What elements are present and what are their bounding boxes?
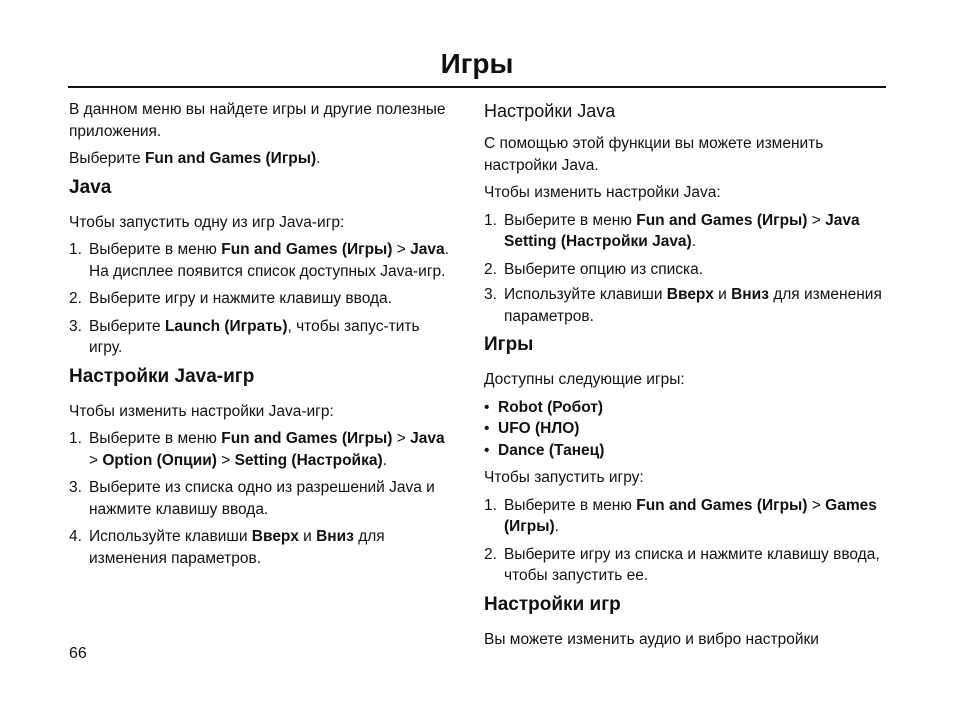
game-name: Robot (Робот) [498,398,604,416]
step-number: 1. [69,241,82,258]
text: . [554,518,559,535]
step-body [504,284,894,327]
step-body: Выберите игру и нажмите клавишу ввода. [89,290,392,307]
step-body [89,428,454,471]
section-heading-game-settings: Настройки игр [484,593,621,615]
games-list [484,397,894,462]
text: Используйте клавиши [89,528,252,545]
menu-path: Java [410,430,445,447]
step-number: 3. [69,479,82,496]
step-body [504,495,894,538]
left-column [69,99,454,575]
step-number: 2. [69,290,82,307]
key-name: Вверх [666,286,714,303]
step-body [89,239,454,282]
java-settings-step-1 [69,428,454,471]
java-step-3 [69,316,454,359]
intro-paragraph: В данном меню вы найдете игры и другие полезные приложения. [69,101,446,140]
page-title: Игры [440,48,514,79]
java-config-lead: Чтобы изменить настройки Java: [484,184,721,201]
section-heading-games: Игры [484,334,534,355]
games-step-1 [484,495,894,538]
text: Выберите в меню [504,496,637,514]
step-body [504,210,894,253]
text: и [713,286,732,303]
key-name: Вниз [731,286,769,303]
games-step-2 [484,544,894,587]
step-number: 1. [69,430,82,447]
menu-path: Java [410,241,445,258]
bullet-icon: • [484,398,490,416]
text: для изменения параметров. [89,528,385,567]
step-number: 2. [484,545,497,563]
java-config-step-2 [484,259,894,281]
text: > [392,430,411,447]
menu-path: Fun and Games (Игры) [636,211,808,229]
java-settings-step-4 [69,526,454,569]
title-divider [68,86,886,88]
menu-path: Fun and Games (Игры) [636,496,808,514]
right-column [484,99,894,656]
step-number: 1. [484,496,497,514]
menu-path: Games (Игры) [504,496,877,535]
step-body: Выберите из списка одно из разрешений Java и нажмите клавишу ввода. [89,479,435,518]
step-body [89,316,454,359]
menu-path: Java Setting (Настройки Java) [504,211,860,250]
text: . [382,451,387,469]
text: , чтобы запус-тить игру. [89,317,420,356]
step-note: На дисплее появится список доступных Java-игр. [89,262,446,280]
step-number: 4. [69,528,82,545]
java-settings-step-3 [69,477,454,520]
text: Выберите в меню [89,430,222,447]
text: . [316,150,321,167]
text: > [89,451,103,469]
menu-path: Launch (Играть) [164,317,288,335]
menu-path: Option (Опции) [102,451,217,469]
step-body: Выберите игру из списка и нажмите клавишу ввода, чтобы запустить ее. [504,545,880,584]
text: > [807,211,826,229]
key-name: Вверх [251,528,299,545]
java-config-paragraph: С помощью этой функции вы можете изменить настройки Java. [484,135,824,174]
text: Выберите в меню [504,211,637,229]
text: > [807,496,826,514]
step-body: Выберите опцию из списка. [504,260,704,278]
list-item [484,440,894,462]
menu-path: Fun and Games (Игры) [221,241,393,258]
text: > [216,451,235,469]
games-lead-2: Чтобы запустить игру: [484,469,644,486]
java-step-1 [69,239,454,282]
text: . [691,233,697,250]
text: Выберите в меню [89,241,222,258]
game-name: Dance (Танец) [498,441,605,459]
text: Выберите [69,150,145,167]
text: Выберите [89,317,165,335]
step-number: 3. [484,286,497,303]
games-lead: Доступны следующие игры: [484,371,685,388]
text: для изменения параметров. [504,286,882,325]
text: Используйте клавиши [504,286,667,303]
section-heading-java-config: Настройки Java [484,101,616,121]
intro-select-paragraph [69,148,454,170]
text: > [392,241,411,258]
section-heading-java-settings: Настройки Java-игр [69,365,255,387]
menu-path: Fun and Games (Игры) [221,430,393,447]
list-item [484,397,894,419]
java-config-step-3 [484,284,894,327]
bullet-icon: • [484,420,490,437]
text: и [298,528,317,545]
menu-path: Fun and Games (Игры) [144,150,317,167]
step-number: 1. [484,211,497,229]
game-name: UFO (НЛО) [498,420,580,437]
step-number: 2. [484,260,497,278]
step-body [89,526,454,569]
java-step-2 [69,288,454,310]
step-number: 3. [69,317,82,335]
text: . [444,241,449,258]
key-name: Вниз [316,528,354,545]
section-heading-java: Java [69,176,112,198]
menu-path: Setting (Настройка) [234,451,383,469]
bullet-icon: • [484,441,490,459]
list-item [484,418,894,440]
java-lead: Чтобы запустить одну из игр Java-игр: [69,213,345,231]
java-config-step-1 [484,210,894,253]
page-number: 66 [69,645,87,662]
java-settings-lead: Чтобы изменить настройки Java-игр: [69,402,334,420]
game-settings-paragraph: Вы можете изменить аудио и вибро настройки [484,630,819,648]
